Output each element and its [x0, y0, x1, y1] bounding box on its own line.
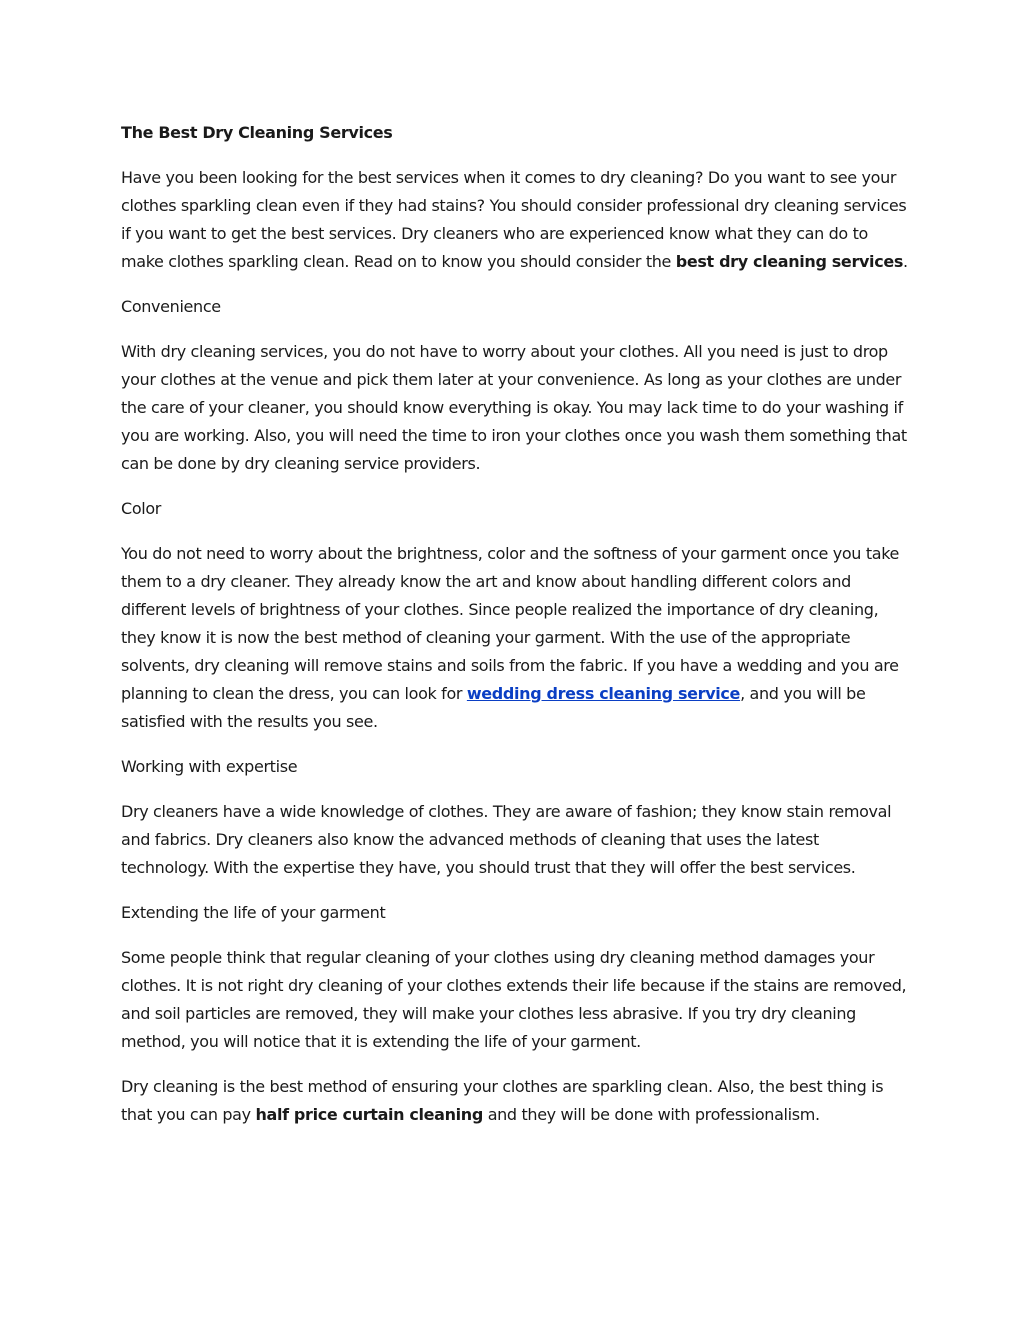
- intro-end: .: [903, 252, 908, 271]
- section-heading-color: Color: [121, 499, 162, 518]
- color-text: You do not need to worry about the brightness, color and the softness of your garment once you take them to a dry cleaner. They already know the art and know about handling different colors and different levels of brightness of your clothes. Since people realized the importance of dry cleaning, they know it is now the best method of cleaning your garment. With the use of the appropriate solvents, dry cleaning will remove stains and soils from the fabric. If you have a wedding and you are planning to clean the dress, you can look for: [121, 544, 900, 703]
- closing-text: Dry cleaning is the best method of ensuring your clothes are sparkling clean. Also, the best thing is that you can pay: [121, 1077, 884, 1124]
- section-heading-convenience: Convenience: [121, 297, 221, 316]
- closing-paragraph: [121, 1073, 911, 1129]
- document-title: The Best Dry Cleaning Services: [121, 123, 393, 142]
- section-heading-expertise: Working with expertise: [121, 757, 298, 776]
- section-paragraph-expertise: Dry cleaners have a wide knowledge of clothes. They are aware of fashion; they know stain removal and fabrics. Dry cleaners also know the advanced methods of cleaning that uses the latest technology. With the expertise they have, you should trust that they will offer the best services.: [121, 802, 892, 877]
- color-text-after: , and you will be satisfied with the results you see.: [121, 684, 866, 731]
- intro-paragraph: [121, 164, 911, 276]
- document-page: [121, 119, 911, 1146]
- section-heading-garment-life: Extending the life of your garment: [121, 903, 386, 922]
- section-paragraph-convenience: With dry cleaning services, you do not have to worry about your clothes. All you need is just to drop your clothes at the venue and pick them later at your convenience. As long as your clothes are under the care of your cleaner, you should know everything is okay. You may lack time to do your washing if you are working. Also, you will need the time to iron your clothes once you wash them something that can be done by dry cleaning service providers.: [121, 342, 907, 473]
- closing-bold-phrase: half price curtain cleaning: [255, 1105, 483, 1124]
- section-paragraph-garment-life: Some people think that regular cleaning of your clothes using dry cleaning method damages your clothes. It is not right dry cleaning of your clothes extends their life because if the stains are removed, and soil particles are removed, they will make your clothes less abrasive. If you try dry cleaning method, you will notice that it is extending the life of your garment.: [121, 948, 907, 1051]
- intro-bold-phrase: best dry cleaning services: [675, 252, 904, 271]
- section-paragraph-color: [121, 540, 911, 736]
- intro-text: Have you been looking for the best services when it comes to dry cleaning? Do you want to see your clothes sparkling clean even if they had stains? You should consider professional dry cleaning services if you want to get the best services. Dry cleaners who are experienced know what they can do to make clothes sparkling clean. Read on to know you should consider the: [121, 168, 907, 271]
- closing-end: and they will be done with professionalism.: [482, 1105, 820, 1124]
- wedding-dress-cleaning-link[interactable]: wedding dress cleaning service: [466, 684, 741, 703]
